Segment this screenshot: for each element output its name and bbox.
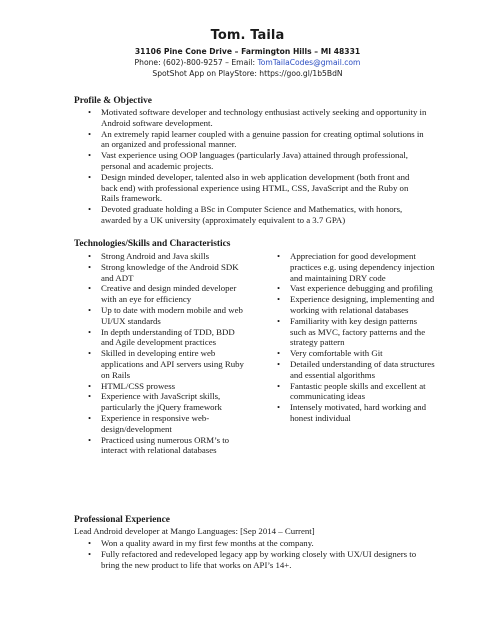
skill-bullet: • Experience in responsive web-design/development xyxy=(88,413,248,435)
profile-list xyxy=(88,107,428,226)
skill-bullet: • Practiced using numerous ORM’s to interact with relational databases xyxy=(88,435,248,457)
address-line: 31106 Pine Cone Drive – Farmington Hills – MI 48331 xyxy=(134,47,361,56)
skill-bullet: • Detailed understanding of data structures and essential algorithms xyxy=(277,359,435,381)
skill-bullet: • Creative and design minded developer with an eye for efficiency xyxy=(88,283,248,305)
profile-bullet: • Devoted graduate holding a BSc in Computer Science and Mathematics, with honors, awarded by a UK university (approximately equivalent to a 3.7 GPA) xyxy=(88,204,428,226)
phone-text: Phone: (602)-800-9257 – Email: xyxy=(134,58,258,67)
profile-section-title: Profile & Objective xyxy=(74,96,152,106)
experience-list xyxy=(88,538,428,570)
skill-bullet: • Skilled in developing entire web applications and API servers using Ruby on Rails xyxy=(88,348,248,380)
skill-bullet: • Strong Android and Java skills xyxy=(88,251,248,262)
skill-bullet: • Very comfortable with Git xyxy=(277,348,435,359)
profile-bullet: • Design minded developer, talented also in web application development (both front and back end) with professional experience using HTML, CSS, JavaScript and the Ruby on Rails framework. xyxy=(88,172,428,204)
skills-left-column xyxy=(88,251,248,456)
skill-bullet: • Fantastic people skills and excellent at communicating ideas xyxy=(277,381,435,403)
experience-section-title: Professional Experience xyxy=(74,515,170,525)
experience-bullet: • Won a quality award in my first few months at the company. xyxy=(88,538,428,549)
skills-right-column xyxy=(277,251,435,424)
skill-bullet: • Experience designing, implementing and working with relational databases xyxy=(277,294,435,316)
experience-bullet: • Fully refactored and redeveloped legacy app by working closely with UX/UI designers to bring the new product to life that works on API’s 14+. xyxy=(88,549,428,571)
skill-bullet: • In depth understanding of TDD, BDD and Agile development practices xyxy=(88,327,248,349)
profile-bullet: • Vast experience using OOP languages (particularly Java) attained through professional, personal and academic projects. xyxy=(88,150,428,172)
email-link[interactable]: TomTailaCodes@gmail.com xyxy=(257,58,361,67)
profile-bullet: • An extremely rapid learner coupled with a genuine passion for creating optimal solutions in an organized and professional manner. xyxy=(88,129,428,151)
experience-role-line: Lead Android developer at Mango Languages: [Sep 2014 – Current] xyxy=(74,526,315,536)
skill-bullet: • Appreciation for good development practices e.g. using dependency injection and maintaining DRY code xyxy=(277,251,435,283)
skills-section-title: Technologies/Skills and Characteristics xyxy=(74,239,231,249)
skill-bullet: • Up to date with modern mobile and web UI/UX standards xyxy=(88,305,248,327)
skill-bullet: • Vast experience debugging and profiling xyxy=(277,283,435,294)
app-link-line: SpotShot App on PlayStore: https://goo.gl/1b5BdN xyxy=(152,69,343,78)
profile-bullet: • Motivated software developer and technology enthusiast actively seeking and opportunity in Android software development. xyxy=(88,107,428,129)
resume-header xyxy=(0,28,495,79)
skill-bullet: • Intensely motivated, hard working and honest individual xyxy=(277,402,435,424)
contact-line xyxy=(0,57,495,68)
skill-bullet: • Experience with JavaScript skills, particularly the jQuery framework xyxy=(88,391,248,413)
skill-bullet: • HTML/CSS prowess xyxy=(88,381,248,392)
skill-bullet: • Familiarity with key design patterns such as MVC, factory patterns and the strategy pattern xyxy=(277,316,435,348)
candidate-name: Tom. Taila xyxy=(210,28,285,43)
skill-bullet: • Strong knowledge of the Android SDK and ADT xyxy=(88,262,248,284)
